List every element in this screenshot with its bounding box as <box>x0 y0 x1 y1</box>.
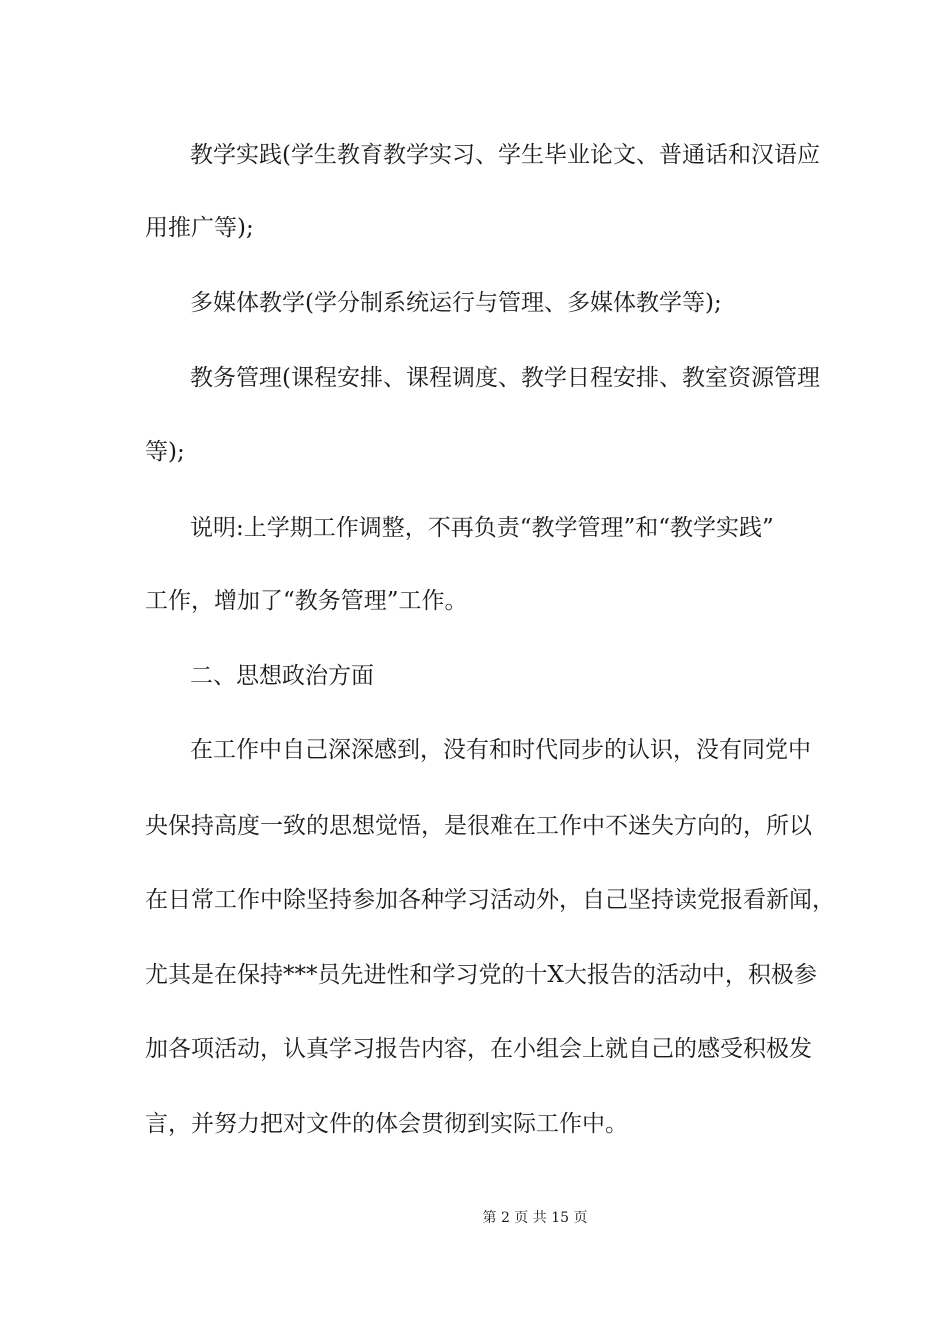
paragraph-line: 加各项活动，认真学习报告内容，在小组会上就自己的感受积极发 <box>145 1036 812 1062</box>
page-number-footer: 第 2 页 共 15 页 <box>482 1210 588 1226</box>
section-heading: 二、思想政治方面 <box>190 663 374 689</box>
paragraph-line: 用推广等); <box>145 215 254 241</box>
paragraph-line: 说明:上学期工作调整，不再负责“教学管理”和“教学实践” <box>190 515 774 541</box>
paragraph-line: 工作，增加了“教务管理”工作。 <box>145 588 468 614</box>
paragraph-line: 等); <box>145 439 185 465</box>
paragraph-line: 教学实践(学生教育教学实习、学生毕业论文、普通话和汉语应 <box>190 142 820 168</box>
paragraph-line: 多媒体教学(学分制系统运行与管理、多媒体教学等); <box>190 290 722 316</box>
paragraph-line: 央保持高度一致的思想觉悟，是很难在工作中不迷失方向的，所以 <box>145 813 812 839</box>
paragraph-line: 在日常工作中除坚持参加各种学习活动外，自己坚持读党报看新闻， <box>145 887 835 913</box>
paragraph-line: 尤其是在保持***员先进性和学习党的十X大报告的活动中，积极参 <box>145 962 817 988</box>
paragraph-line: 言，并努力把对文件的体会贯彻到实际工作中。 <box>145 1111 628 1137</box>
paragraph-line: 教务管理(课程安排、课程调度、教学日程安排、教室资源管理 <box>190 365 820 391</box>
paragraph-line: 在工作中自己深深感到，没有和时代同步的认识，没有同党中 <box>190 737 811 763</box>
